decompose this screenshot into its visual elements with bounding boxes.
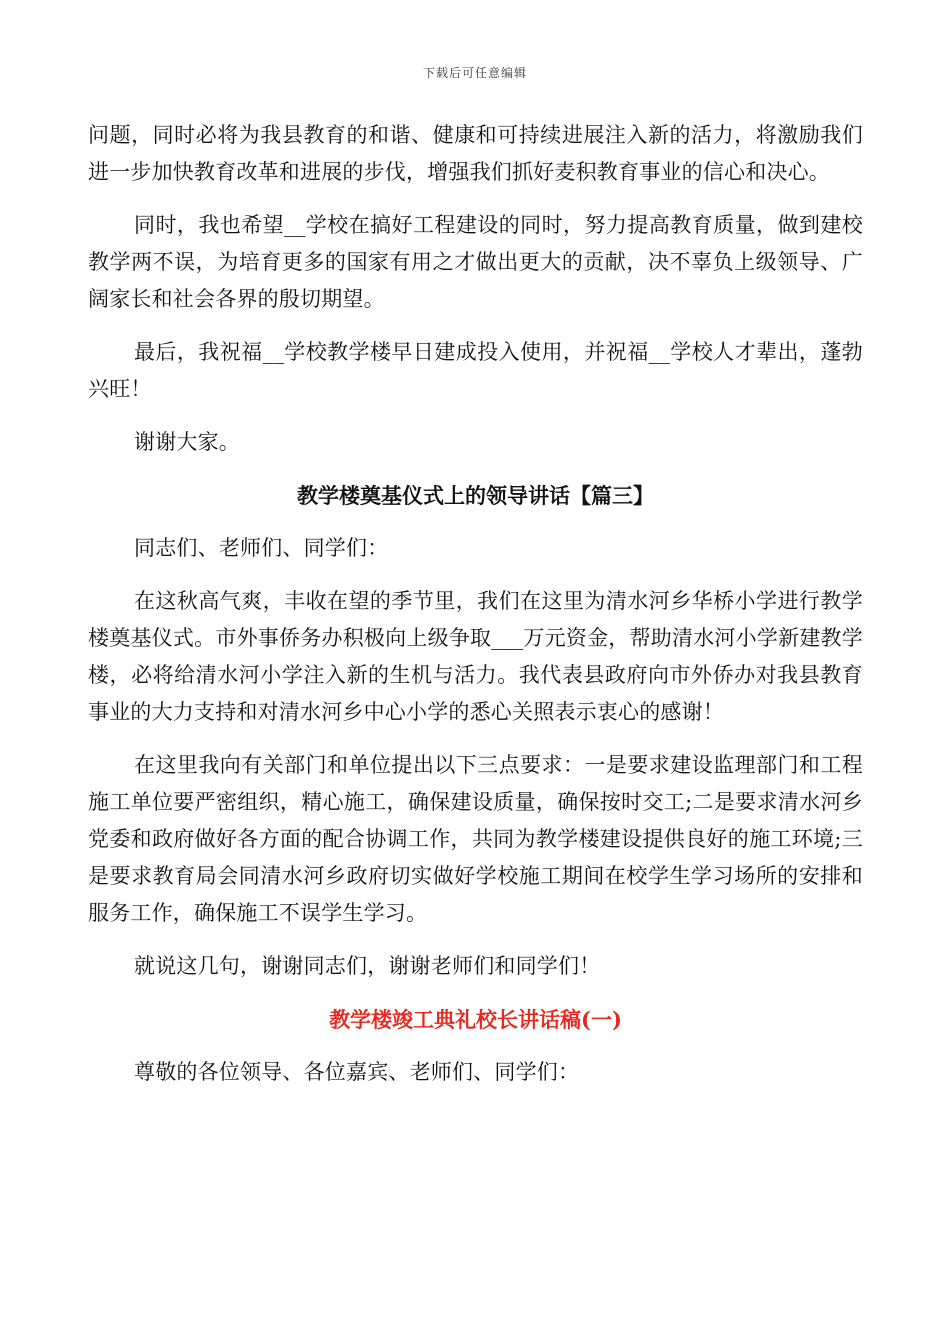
paragraph-thanks: 谢谢大家。	[134, 430, 240, 454]
document-body	[88, 117, 863, 1107]
section3-paragraph-intro: 在这秋高气爽，丰收在望的季节里，我们在这里为清水河乡华桥小学进行教学楼奠基仪式。市外事侨务办积极向上级争取___万元资金，帮助清水河小学新建教学楼，必将给清水河小学注入新的生机与活力。我代表县政府向市外侨办对我县教育事业的大力支持和对清水河乡中心小学的悉心关照表示衷心的感谢！	[88, 589, 863, 724]
paragraph-hope: 同时，我也希望__学校在搞好工程建设的同时，努力提高教育质量，做到建校教学两不误，为培育更多的国家有用之才做出更大的贡献，决不辜负上级领导、广阔家长和社会各界的殷切期望。	[88, 213, 863, 311]
next-section-salutation: 尊敬的各位领导、各位嘉宾、老师们、同学们：	[134, 1060, 580, 1084]
paragraph-continuation: 问题，同时必将为我县教育的和谐、健康和可持续进展注入新的活力，将激励我们进一步加快教育改革和进展的步伐，增强我们抓好麦积教育事业的信心和决心。	[88, 123, 863, 184]
header-note: 下载后可任意编辑	[422, 66, 527, 80]
section3-salutation: 同志们、老师们、同学们：	[134, 536, 389, 560]
next-section-title: 教学楼竣工典礼校长讲话稿(一)	[329, 1007, 622, 1032]
paragraph-wishes: 最后，我祝福__学校教学楼早日建成投入使用，并祝福__学校人才辈出，蓬勃兴旺！	[88, 340, 863, 401]
section3-paragraph-closing: 就说这几句，谢谢同志们，谢谢老师们和同学们！	[134, 954, 601, 978]
section3-title: 教学楼奠基仪式上的领导讲话【篇三】	[297, 483, 654, 508]
section3-paragraph-requirements: 在这里我向有关部门和单位提出以下三点要求：一是要求建设监理部门和工程施工单位要严密组织，精心施工，确保建设质量，确保按时交工;二是要求清水河乡党委和政府做好各方面的配合协调工作，共同为教学楼建设提供良好的施工环境;三是要求教育局会同清水河乡政府切实做好学校施工期间在校学生学习场所的安排和服务工作，确保施工不误学生学习。	[88, 753, 863, 925]
